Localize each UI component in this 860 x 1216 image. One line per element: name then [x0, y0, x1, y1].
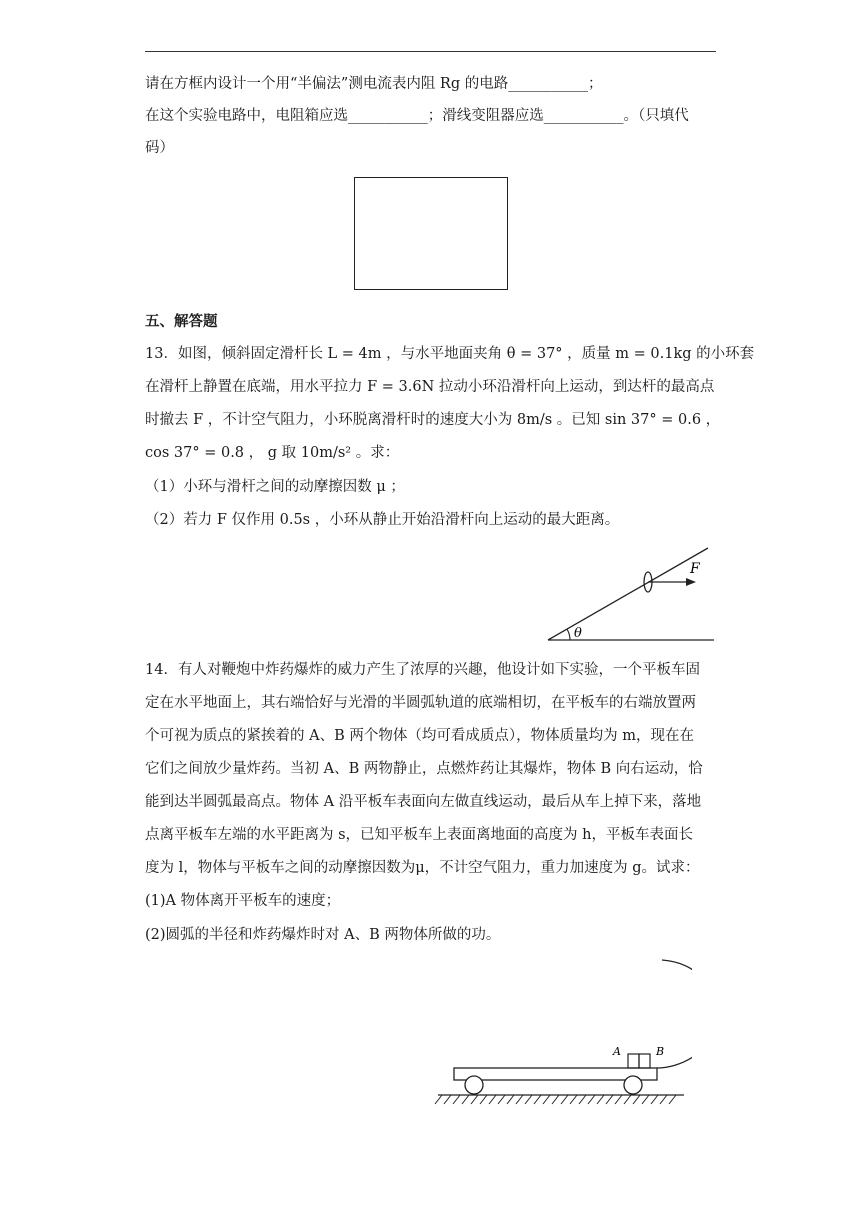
angle-arc — [567, 629, 570, 640]
hatch-mark — [525, 1095, 532, 1104]
q14-line-5: 能到达半圆弧最高点。物体 A 沿平板车表面向左做直线运动，最后从车上掉下来，落地 — [145, 794, 702, 810]
label-b: B — [656, 1045, 665, 1058]
hatch-mark — [516, 1095, 523, 1104]
hatch-mark — [498, 1095, 505, 1104]
q14-line-1: 14．有人对鞭炮中炸药爆炸的威力产生了浓厚的兴趣，他设计如下实验，一个平板车固 — [145, 662, 700, 678]
q14-line-4: 它们之间放少量炸药。当初 A、B 两物静止，点燃炸药让其爆炸，物体 B 向右运动，恰 — [145, 761, 703, 777]
q12-line-1: 请在方框内设计一个用“半偏法”测电流表内阻 Rg 的电路___________； — [145, 76, 603, 92]
hatch-mark — [597, 1095, 604, 1104]
hatch-mark — [480, 1095, 487, 1104]
q13-line-2: 在滑杆上静置在底端，用水平拉力 F = 3.6N 拉动小环沿滑杆向上运动，到达杆的最高点 — [145, 379, 715, 395]
hatch-mark — [642, 1095, 649, 1104]
hatch-mark — [507, 1095, 514, 1104]
wheel-left-icon — [465, 1076, 483, 1094]
arrowhead-icon — [686, 578, 696, 586]
hatch-mark — [552, 1095, 559, 1104]
incline-rod-figure — [540, 540, 720, 645]
q14-line-3: 个可视为质点的紧挨着的 A、B 两个物体（均可看成质点），物体质量均为 m，现在在 — [145, 728, 694, 744]
cart-track-figure — [432, 955, 692, 1110]
q14-line-6: 点离平板车左端的水平距离为 s，已知平板车上表面离地面的高度为 h，平板车表面长 — [145, 827, 693, 843]
hatch-mark — [462, 1095, 469, 1104]
hatch-mark — [561, 1095, 568, 1104]
q14-line-8: (1)A 物体离开平板车的速度； — [145, 893, 341, 909]
q12-line-3: 码） — [145, 140, 174, 156]
q14-line-2: 定在水平地面上，其右端恰好与光滑的半圆弧轨道的底端相切，在平板车的右端放置两 — [145, 695, 696, 711]
q12-line-2: 在这个实验电路中，电阻箱应选___________；滑线变阻器应选___________。（只填代 — [145, 108, 689, 124]
hatch-mark — [624, 1095, 631, 1104]
hatch-mark — [660, 1095, 667, 1104]
q14-line-7: 度为 l，物体与平板车之间的动摩擦因数为μ，不计空气阻力，重力加速度为 g。试求： — [145, 860, 700, 876]
header-rule — [145, 51, 716, 52]
label-a: A — [613, 1045, 621, 1058]
block-b — [639, 1054, 650, 1068]
ground-hatching — [435, 1095, 676, 1104]
hatch-mark — [651, 1095, 658, 1104]
q13-line-1: 13．如图，倾斜固定滑杆长 L = 4m ，与水平地面夹角 θ = 37° ，质量 m = 0.1kg 的小环套 — [145, 346, 755, 362]
hatch-mark — [633, 1095, 640, 1104]
hatch-mark — [579, 1095, 586, 1104]
hatch-mark — [453, 1095, 460, 1104]
hatch-mark — [588, 1095, 595, 1104]
block-a — [628, 1054, 639, 1068]
hatch-mark — [570, 1095, 577, 1104]
q13-line-5: （1）小环与滑杆之间的动摩擦因数 μ ； — [145, 479, 405, 495]
q13-line-6: （2）若力 F 仅作用 0.5s ，小环从静止开始沿滑杆向上运动的最大距离。 — [145, 512, 620, 528]
q14-line-9: (2)圆弧的半径和炸药爆炸时对 A、B 两物体所做的功。 — [145, 927, 501, 943]
hatch-mark — [669, 1095, 676, 1104]
wheel-right-icon — [624, 1076, 642, 1094]
hatch-mark — [534, 1095, 541, 1104]
circuit-design-box — [354, 177, 508, 290]
force-label: F — [690, 561, 700, 577]
q13-line-3: 时撤去 F ，不计空气阻力，小环脱离滑杆时的速度大小为 8m/s 。已知 sin 37° = 0.6 ， — [145, 412, 721, 428]
hatch-mark — [471, 1095, 478, 1104]
hatch-mark — [489, 1095, 496, 1104]
q13-line-4: cos 37° = 0.8 ， g 取 10m/s² 。求： — [145, 445, 400, 461]
hatch-mark — [543, 1095, 550, 1104]
angle-label: θ — [574, 626, 582, 641]
sliding-rod — [548, 548, 708, 640]
hatch-mark — [435, 1095, 442, 1104]
hatch-mark — [444, 1095, 451, 1104]
hatch-mark — [606, 1095, 613, 1104]
hatch-mark — [615, 1095, 622, 1104]
section-title: 五、解答题 — [145, 313, 218, 330]
